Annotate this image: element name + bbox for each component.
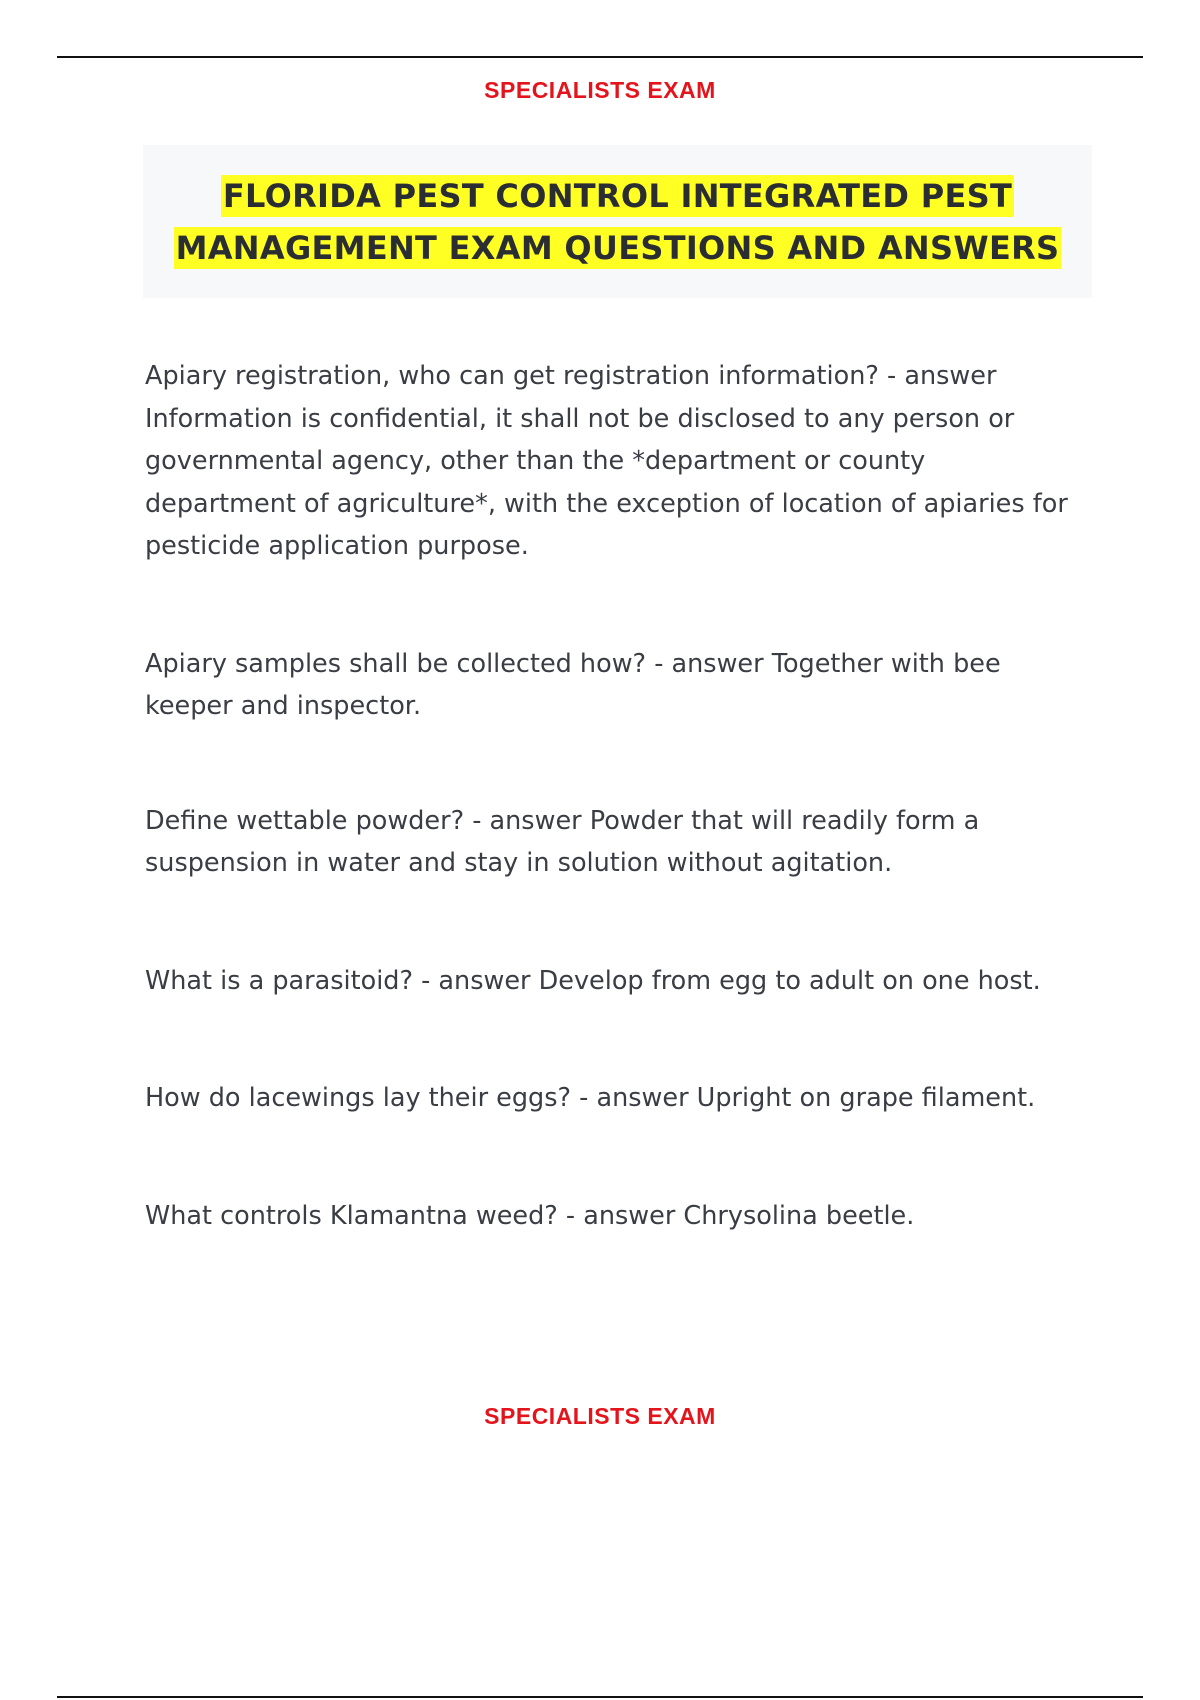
title-box	[143, 145, 1092, 298]
qa-item: Apiary registration, who can get registration information? - answer Information is confidential, it shall not be disclosed to any person or governmental agency, other than the *department or county department of agriculture*, with the exception of location of apiaries for pesticide application purpose.	[145, 361, 1068, 561]
footer-label: SPECIALISTS EXAM	[484, 1403, 716, 1429]
bottom-rule	[57, 1696, 1143, 1698]
qa-item: How do lacewings lay their eggs? - answer Upright on grape filament.	[145, 1083, 1036, 1113]
qa-item: Define wettable powder? - answer Powder that will readily form a suspension in water and stay in solution without agitation.	[145, 805, 980, 878]
document-title-text: FLORIDA PEST CONTROL INTEGRATED PEST MANAGEMENT EXAM QUESTIONS AND ANSWERS	[175, 176, 1060, 267]
document-title	[158, 170, 1078, 274]
qa-item: What controls Klamantna weed? - answer Chrysolina beetle.	[145, 1200, 915, 1231]
header-label: SPECIALISTS EXAM	[484, 77, 716, 103]
qa-item: What is a parasitoid? - answer Develop from egg to adult on one host.	[145, 965, 1041, 996]
top-rule	[57, 56, 1143, 58]
qa-item: Apiary samples shall be collected how? - answer Together with bee keeper and inspector.	[145, 648, 1001, 721]
qa-list	[145, 355, 1080, 1237]
